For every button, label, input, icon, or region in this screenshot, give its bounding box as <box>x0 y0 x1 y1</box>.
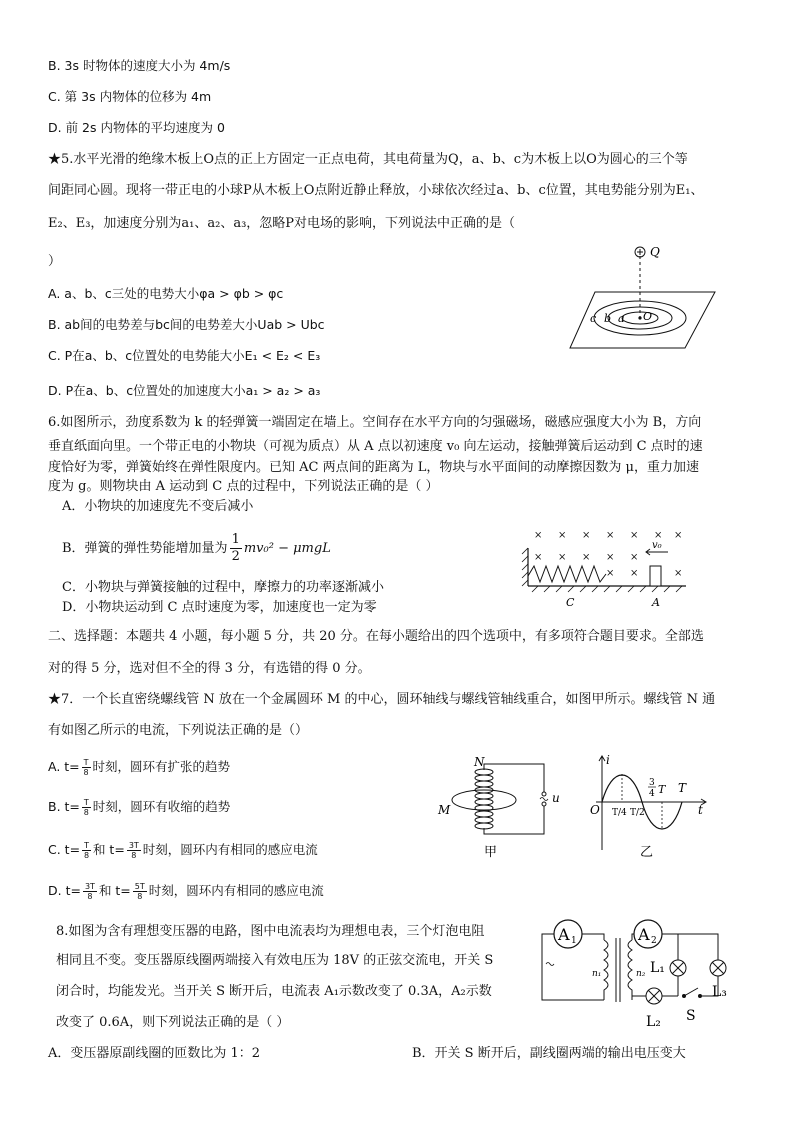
q8-ammeter-a1-letter: A <box>558 925 570 944</box>
q6-floor-hatch <box>532 586 682 592</box>
q5-label-c: c <box>590 312 597 325</box>
q4-option-d: D. 前 2s 内物体的平均速度为 0 <box>48 120 225 135</box>
svg-text:×: × <box>558 530 567 541</box>
svg-text:×: × <box>630 568 639 579</box>
q7-option-b-den: 8 <box>83 808 89 817</box>
q7-option-d-text: 时刻，圆环内有相同的感应电流 <box>148 883 324 898</box>
q7-option-d-fraction2 <box>133 882 147 901</box>
q7-graph-label-i: i <box>606 753 610 767</box>
q7-graph-label-t2: T/2 <box>630 808 645 818</box>
svg-text:×: × <box>534 552 543 563</box>
q5-stem-line4: ） <box>48 254 62 269</box>
q6-stem-line1: 6.如图所示，劲度系数为 k 的轻弹簧一端固定在墙上。空间存在水平方向的匀强磁场，磁感应强度大小为 B，方向 <box>48 415 702 430</box>
q4-option-b: B. 3s 时物体的速度大小为 4m/s <box>48 58 231 73</box>
svg-text:×: × <box>654 530 663 541</box>
q7-option-d-num2: 5T <box>134 882 145 891</box>
q7-terminal-bottom <box>542 802 546 806</box>
q7-option-a-den: 8 <box>83 768 89 777</box>
q7-option-a-fraction <box>82 758 91 777</box>
q8-label-n1: n₁ <box>592 969 602 979</box>
q5-option-c: C. P在a、b、c位置处的电势能大小E₁ < E₂ < E₃ <box>48 348 321 363</box>
q5-label-q: Q <box>650 245 660 259</box>
q5-center-dot <box>638 316 641 319</box>
q7-option-b-fraction <box>82 798 91 817</box>
svg-text:×: × <box>582 530 591 541</box>
q7-option-c-den2: 8 <box>131 851 137 860</box>
q7-option-a-num: T <box>83 758 89 767</box>
q6-stem-line4: 度为 g。则物块由 A 运动到 C 点的过程中，下列说法正确的是（ ） <box>48 479 439 494</box>
q7-graph-label-34t-den: 4 <box>649 789 655 799</box>
q8-label-l3: L₃ <box>712 984 727 1000</box>
q7-label-m: M <box>438 803 451 817</box>
q5-label-b: b <box>604 312 612 325</box>
q7-solenoid-figure <box>432 752 562 862</box>
q7-option-b-prefix: B. t= <box>48 799 80 814</box>
q7-option-c-text: 时刻，圆环内有相同的感应电流 <box>142 842 318 857</box>
q6-spring-field-figure <box>518 528 688 610</box>
q5-stem-line3: E₂、E₃，加速度分别为a₁、a₂、a₃，忽略P对电场的影响，下列说法中正确的是（ <box>48 216 516 231</box>
svg-text:×: × <box>582 552 591 563</box>
q7-label-n: N <box>474 755 485 769</box>
q7-graph-label-t4: T/4 <box>612 808 627 818</box>
q7-current-graph-figure <box>578 752 718 862</box>
q7-caption-yi: 乙 <box>640 845 654 860</box>
q7-graph-label-34t-t: T <box>658 783 666 796</box>
q8-ammeter-a2-sub: 2 <box>651 936 657 946</box>
q7-option-d-fraction1 <box>83 882 97 901</box>
svg-text:×: × <box>630 552 639 563</box>
q8-transformer-circuit-figure <box>534 910 734 1030</box>
q7-option-a-text: 时刻，圆环有扩张的趋势 <box>92 759 231 774</box>
q7-stem-line2: 有如图乙所示的电流，下列说法正确的是（） <box>48 723 309 738</box>
q6-half-den: 2 <box>231 549 240 564</box>
q8-stem-line4: 改变了 0.6A，则下列说法正确的是（ ） <box>56 1015 290 1030</box>
q8-ammeter-a2-letter: A <box>638 925 650 944</box>
q7-option-c-num1: T <box>84 841 89 850</box>
q7-option-c-fraction2 <box>127 841 141 860</box>
q6-option-b-formula: mv₀² − μmgL <box>243 541 331 556</box>
q8-label-l2: L₂ <box>646 1014 661 1030</box>
q7-option-a-prefix: A. t= <box>48 759 80 774</box>
q5-option-d: D. P在a、b、c位置处的加速度大小a₁ > a₂ > a₃ <box>48 383 321 398</box>
q6-block <box>650 566 661 586</box>
q6-option-c: C．小物块与弹簧接触的过程中，摩擦力的功率逐渐减小 <box>62 580 384 595</box>
q6-stem-line3: 度恰好为零，弹簧始终在弹性限度内。已知 AC 两点间的距离为 L，物块与水平面间的动摩擦因数为 μ，重力加速 <box>48 460 699 475</box>
q6-option-d: D．小物块运动到 C 点时速度为零，加速度也一定为零 <box>62 600 377 615</box>
q7-option-b-text: 时刻，圆环有收缩的趋势 <box>92 799 231 814</box>
svg-text:×: × <box>606 568 615 579</box>
q5-label-o: O <box>643 310 653 323</box>
q6-half-fraction <box>230 532 242 565</box>
q8-secondary-coil <box>628 940 632 1000</box>
q7-option-a <box>48 754 230 780</box>
q7-graph-label-period: T <box>678 781 687 795</box>
q8-switch-blade <box>684 988 698 996</box>
svg-text:×: × <box>630 530 639 541</box>
q8-label-l1: L₁ <box>650 960 665 976</box>
q7-option-b-num: T <box>83 798 89 807</box>
q7-option-d-den2: 8 <box>137 892 143 901</box>
q7-terminal-top <box>542 792 546 796</box>
q8-stem-line3: 闭合时，均能发光。当开关 S 断开后，电流表 A₁示数改变了 0.3A，A₂示数 <box>56 984 492 999</box>
q7-stem-line1: ★7．一个长直密绕螺线管 N 放在一个金属圆环 M 的中心，圆环轴线与螺线管轴线重合，如图甲所示。螺线管 N 通 <box>48 692 716 707</box>
q6-option-a: A．小物块的加速度先不变后减小 <box>62 499 254 514</box>
q6-stem-line2: 垂直纸面向里。一个带正电的小物块（可视为质点）从 A 点以初速度 v₀ 向左运动，接触弹簧后运动到 C 点时的速 <box>48 439 703 454</box>
q5-label-a: a <box>618 312 625 325</box>
q8-switch-contact <box>698 994 702 998</box>
q5-stem-line1: ★5.水平光滑的绝缘木板上O点的正上方固定一正点电荷，其电荷量为Q，a、b、c为木板上以O为圆心的三个等 <box>48 152 688 167</box>
q7-graph-label-t: t <box>698 803 703 817</box>
q8-ammeter-a1-sub: 1 <box>571 936 577 946</box>
svg-text:×: × <box>674 530 683 541</box>
q8-top-bus <box>662 934 718 960</box>
q5-stem-line2: 间距同心圆。现将一带正电的小球P从木板上O点附近静止释放，小球依次经过a、b、c位置，其电势能分别为E₁、 <box>48 183 704 198</box>
q7-label-u: u <box>552 791 560 805</box>
q7-option-b <box>48 794 230 820</box>
q6-spring <box>528 566 606 582</box>
q7-ac-symbol <box>540 798 548 801</box>
svg-text:×: × <box>674 568 683 579</box>
q8-label-s: S <box>686 1008 696 1024</box>
q7-option-d-prefix: D. t= <box>48 883 81 898</box>
svg-text:×: × <box>534 530 543 541</box>
q7-option-d-den1: 8 <box>87 892 93 901</box>
q5-concentric-rings-figure <box>560 240 720 355</box>
q5-option-b: B. ab间的电势差与bc间的电势差大小Uab > Ubc <box>48 317 325 332</box>
q7-option-d-num1: 3T <box>84 882 95 891</box>
svg-text:×: × <box>606 530 615 541</box>
q6-option-b <box>62 532 331 565</box>
q7-option-c-fraction1 <box>82 841 91 860</box>
q8-label-n2: n₂ <box>636 969 646 979</box>
q6-label-v0: v₀ <box>652 540 662 551</box>
q6-label-a: A <box>652 596 660 609</box>
q8-option-b: B．开关 S 断开后，副线圈两端的输出电压变大 <box>412 1046 686 1061</box>
q7-solenoid-coils <box>475 769 493 829</box>
q6-half-num: 1 <box>231 532 240 547</box>
q7-option-c-num2: 3T <box>128 841 139 850</box>
q7-option-c <box>48 837 318 863</box>
q6-option-b-text: B．弹簧的弹性势能增加量为 <box>62 541 228 556</box>
q7-graph-label-34t-num: 3 <box>649 778 655 788</box>
q7-option-c-mid: 和 t= <box>92 842 125 857</box>
q7-option-d-mid: 和 t= <box>98 883 131 898</box>
section2-line2: 对的得 5 分，选对但不全的得 3 分，有选错的得 0 分。 <box>48 661 371 676</box>
q7-graph-label-o: O <box>590 803 600 817</box>
q8-primary-coil <box>604 940 608 1000</box>
q8-option-a: A．变压器原副线圈的匝数比为 1：2 <box>48 1046 261 1061</box>
q8-stem-line1: 8.如图为含有理想变压器的电路，图中电流表均为理想电表，三个灯泡电阻 <box>56 924 485 939</box>
svg-text:×: × <box>558 552 567 563</box>
q7-option-c-prefix: C. t= <box>48 842 81 857</box>
svg-text:×: × <box>606 552 615 563</box>
q8-bottom-wire-left <box>632 996 646 1000</box>
q6-wall-hatch <box>522 548 528 586</box>
q7-option-c-den1: 8 <box>83 851 90 860</box>
q4-option-c: C. 第 3s 内物体的位移为 4m <box>48 89 212 104</box>
q8-ac-source-symbol <box>546 963 554 966</box>
q7-option-d <box>48 878 324 904</box>
q5-option-a: A. a、b、c三处的电势大小φa > φb > φc <box>48 286 284 301</box>
q8-stem-line2: 相同且不变。变压器原线圈两端接入有效电压为 18V 的正弦交流电，开关 S <box>56 953 494 968</box>
q6-label-c: C <box>566 596 575 609</box>
q8-primary-wire-top <box>582 934 604 940</box>
q7-caption-jia: 甲 <box>484 845 498 860</box>
section2-line1: 二、选择题：本题共 4 小题，每小题 5 分，共 20 分。在每小题给出的四个选项中，有多项符合题目要求。全部选 <box>48 629 704 644</box>
